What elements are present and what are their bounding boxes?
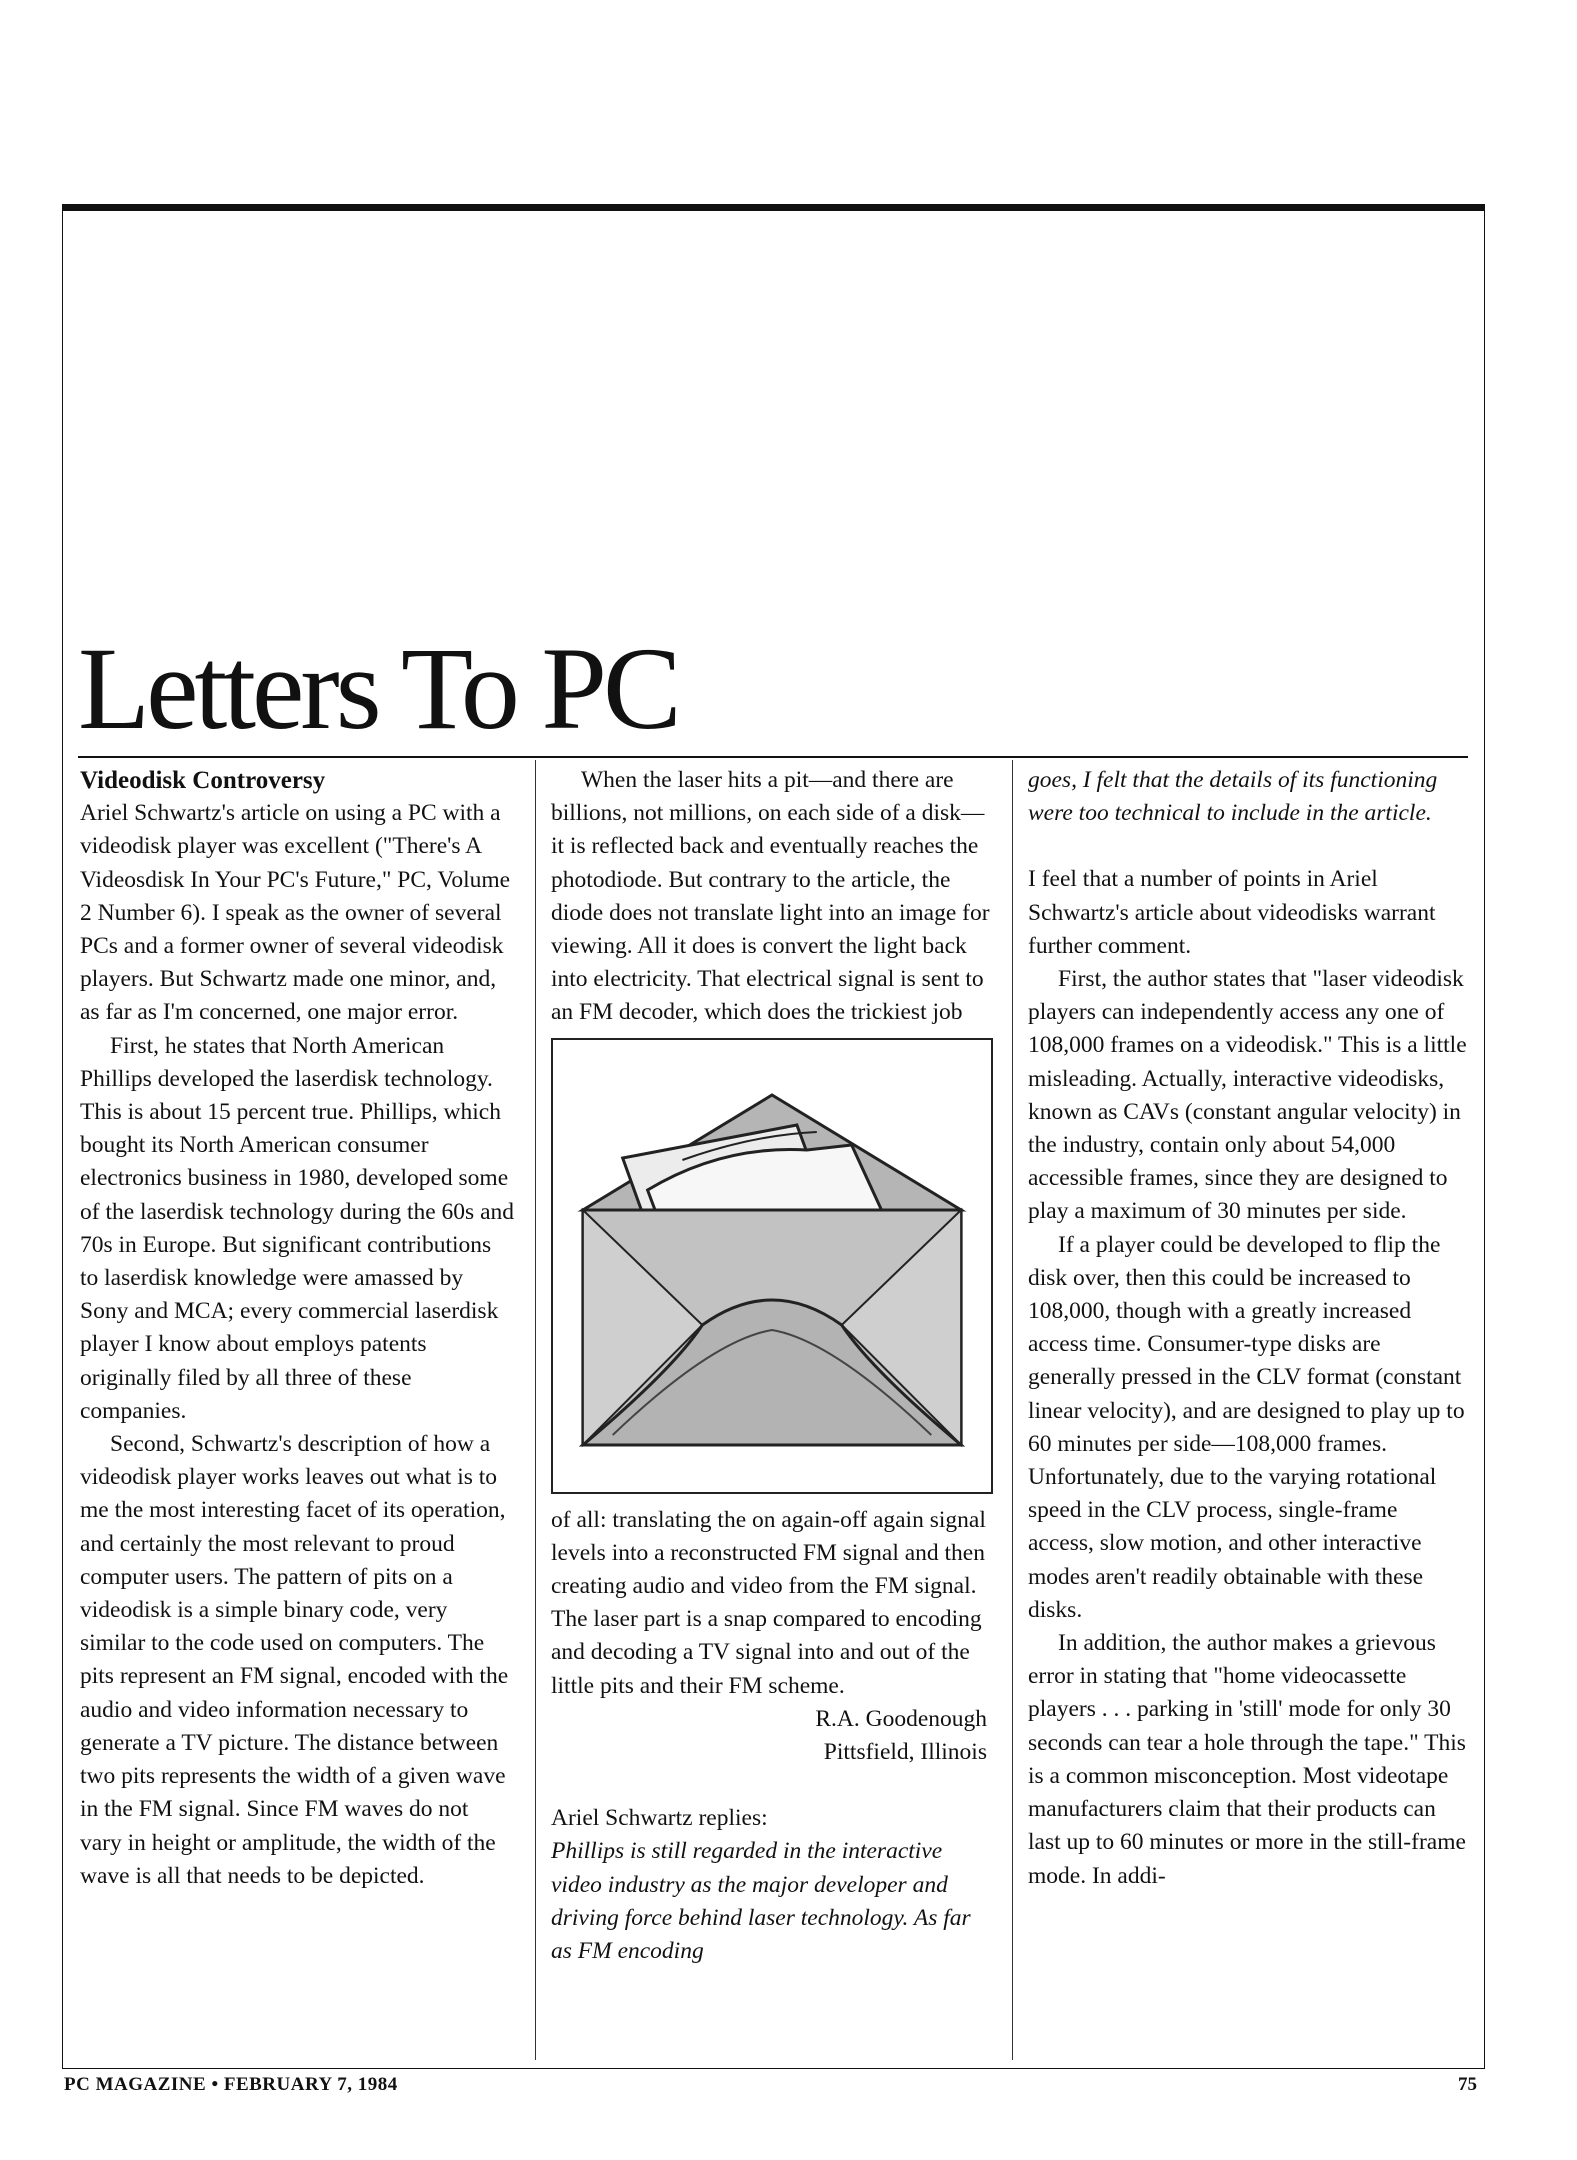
column-divider xyxy=(1012,760,1013,2060)
envelope-illustration xyxy=(551,1038,993,1494)
letter-paragraph: When the laser hits a pit—and there are billions, not millions, on each side of a disk—it is reflected back and eventually reaches the photodiode. But contrary to the article, the diode does not translate light into an image for viewing. All it does is convert the light back into electricity. That electrical signal is sent to an FM decoder, which does the trickiest job xyxy=(551,767,990,1026)
section-heading: Videodisk Controversy xyxy=(80,767,326,794)
title-rule xyxy=(78,756,1468,758)
reply-label: Ariel Schwartz replies: xyxy=(551,1805,768,1832)
column-1 xyxy=(80,764,515,1893)
column-2 xyxy=(551,764,993,1968)
letter-paragraph: Second, Schwartz's description of how a videodisk player works leaves out what is to me the most interesting facet of its operation, and certainly the most relevant to proud computer users. The pattern of pits on a videodisk is a simple binary code, very similar to the code used on computers. The pits represent an FM signal, encoded with the audio and video information necessary to generate a TV picture. The distance between two pits represents the width of a given wave in the FM signal. Since FM waves do not vary in height or amplitude, the width of the wave is all that needs to be depicted. xyxy=(80,1431,509,1889)
envelope-icon xyxy=(553,1040,991,1492)
letter-paragraph: First, he states that North American Phillips developed the laserdisk technology. This is about 15 percent true. Phillips, which bought its North American consumer electronics business in 1980, developed some of the laserdisk technology during the 60s and 70s in Europe. But significant contributions to laserdisk knowledge were amassed by Sony and MCA; every commercial laserdisk player I know about employs patents originally filed by all three of these companies. xyxy=(80,1032,515,1424)
letter-paragraph: First, the author states that "laser videodisk players can independently access any one of 108,000 frames on a videodisk." This is a little misleading. Actually, interactive videodisks, known as CAVs (constant angular velocity) in the industry, contain only about 54,000 accessible frames, since they are designed to play a maximum of 30 minutes per side. xyxy=(1028,966,1467,1225)
letter-paragraph: I feel that a number of points in Ariel Schwartz's article about videodisks warrant further comment. xyxy=(1028,866,1436,959)
reply-text: goes, I felt that the details of its functioning were too technical to include in the article. xyxy=(1028,767,1438,827)
column-divider xyxy=(535,760,536,2060)
reply-text: Phillips is still regarded in the interactive video industry as the major developer and driving force behind laser technology. As far as FM encoding xyxy=(551,1838,971,1965)
letter-paragraph: Ariel Schwartz's article on using a PC with a videodisk player was excellent ("There's A Videosdisk In Your PC's Future," PC, Volume 2 Number 6). I speak as the owner of several PCs and a former owner of several videodisk players. But Schwartz made one minor, and, as far as I'm concerned, one major error. xyxy=(80,800,511,1026)
page-number: 75 xyxy=(1458,2074,1477,2095)
column-3 xyxy=(1028,764,1468,1893)
letter-paragraph: of all: translating the on again-off again signal levels into a reconstructed FM signal and then creating audio and video from the FM signal. The laser part is a snap compared to encoding and decoding a TV signal into and out of the little pits and their FM scheme. xyxy=(551,1506,986,1699)
signature-place: Pittsfield, Illinois xyxy=(823,1739,987,1766)
letter-paragraph: If a player could be developed to flip the disk over, then this could be increased to 108,000, though with a greatly increased access time. Consumer-type disks are generally pressed in the CLV format (constant linear velocity), and are designed to play up to 60 minutes per side—108,000 frames. Unfortunately, due to the varying rotational speed in the CLV process, single-frame access, slow motion, and other interactive modes aren't readily obtainable with these disks. xyxy=(1028,1231,1465,1623)
page-title: Letters To PC xyxy=(78,623,678,754)
signature-name: R.A. Goodenough xyxy=(815,1705,987,1732)
letter-paragraph: In addition, the author makes a grievous error in stating that "home videocassette players . . . parking in 'still' mode for only 30 seconds can tear a hole through the tape." This is a common misconception. Most videotape manufacturers claim that their products can last up to 60 minutes or more in the still-frame mode. In addi- xyxy=(1028,1630,1466,1889)
footer-magazine: PC MAGAZINE • FEBRUARY 7, 1984 xyxy=(64,2074,398,2095)
